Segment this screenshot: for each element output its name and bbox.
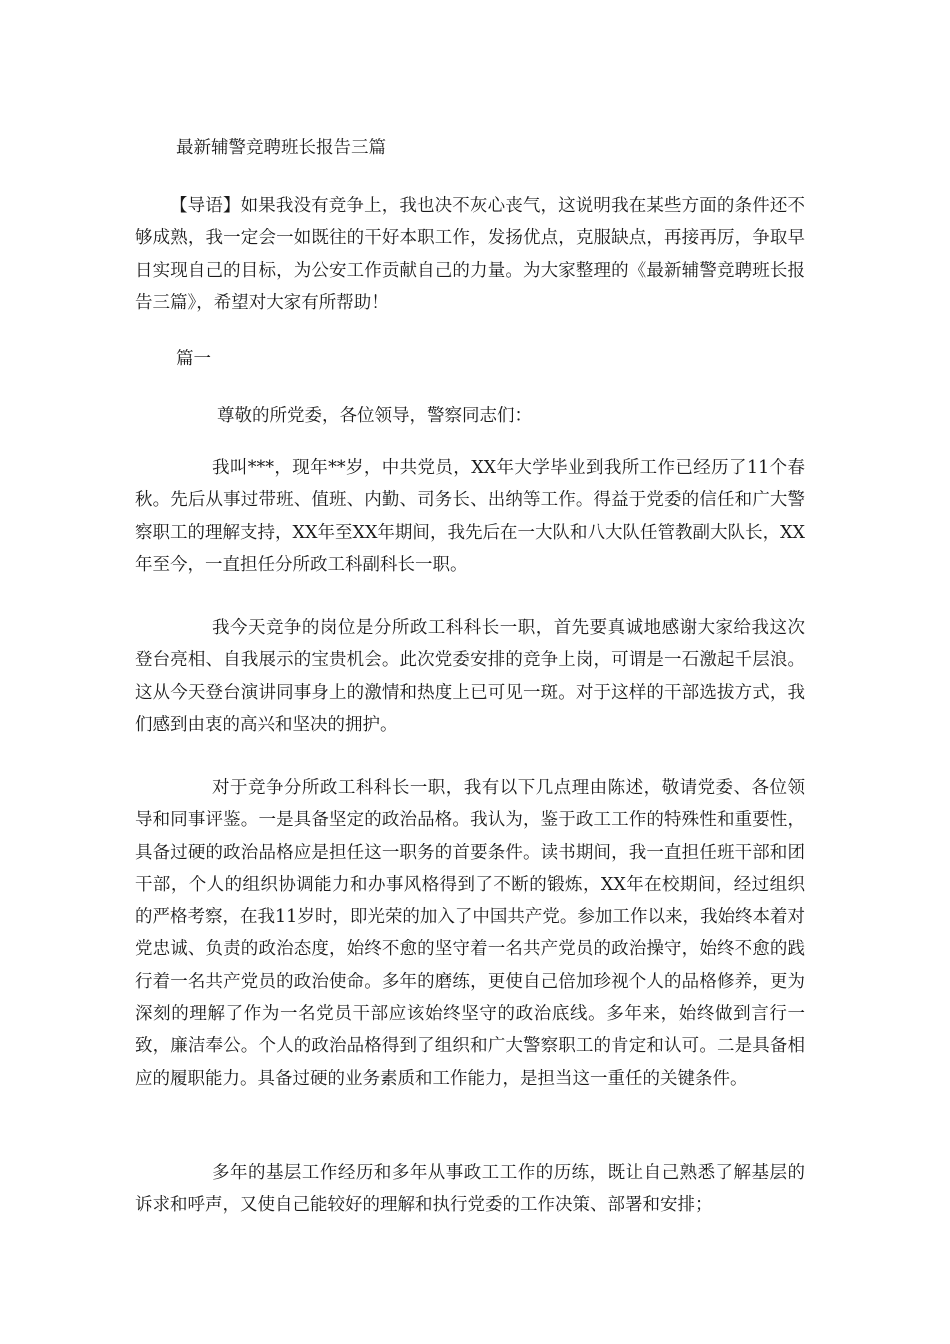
intro-paragraph: 【导语】如果我没有竞争上，我也决不灰心丧气，这说明我在某些方面的条件还不够成熟，我一定会一如既往的干好本职工作，发扬优点，克服缺点，再接再厉，争取早日实现自己的目标，为公安工作贡献自己的力量。为大家整理的《最新辅警竞聘班长报告三篇》，希望对大家有所帮助！ [135, 196, 805, 313]
body-paragraph-3: 对于竞争分所政工科科长一职，我有以下几点理由陈述，敬请党委、各位领导和同事评鉴。一是具备坚定的政治品格。我认为，鉴于政工工作的特殊性和重要性，具备过硬的政治品格应是担任这一职务的首要条件。读书期间，我一直担任班干部和团干部，个人的组织协调能力和办事风格得到了不断的锻炼，XX年在校期间，经过组织的严格考察，在我11岁时，即光荣的加入了中国共产党。参加工作以来，我始终本着对党忠诚、负责的政治态度，始终不愈的坚守着一名共产党员的政治操守，始终不愈的践行着一名共产党员的政治使命。多年的磨练，更使自己倍加珍视个人的品格修养，更为深刻的理解了作为一名党员干部应该始终坚守的政治底线。多年来，始终做到言行一致，廉洁奉公。个人的政治品格得到了组织和广大警察职工的肯定和认可。二是具备相应的履职能力。具备过硬的业务素质和工作能力，是担当这一重任的关键条件。 [135, 778, 805, 1089]
document-title: 最新辅警竞聘班长报告三篇 [176, 138, 386, 158]
salutation: 尊敬的所党委，各位领导，警察同志们： [217, 406, 532, 426]
body-paragraph-4: 多年的基层工作经历和多年从事政工工作的历练，既让自己熟悉了解基层的诉求和呼声，又使自己能较好的理解和执行党委的工作决策、部署和安排； [135, 1163, 805, 1216]
body-paragraph-1: 我叫***，现年**岁，中共党员，XX年大学毕业到我所工作已经历了11个春秋。先后从事过带班、值班、内勤、司务长、出纳等工作。得益于党委的信任和广大警察职工的理解支持，XX年至XX年期间，我先后在一大队和八大队任管教副大队长，XX年至今，一直担任分所政工科副科长一职。 [135, 458, 805, 575]
body-paragraph-2: 我今天竞争的岗位是分所政工科科长一职，首先要真诚地感谢大家给我这次登台亮相、自我展示的宝贵机会。此次党委安排的竞争上岗，可谓是一石激起千层浪。这从今天登台演讲同事身上的激情和热度上已可见一斑。对于这样的干部选拔方式，我们感到由衷的高兴和坚决的拥护。 [135, 618, 805, 735]
section-heading: 篇一 [176, 349, 211, 369]
